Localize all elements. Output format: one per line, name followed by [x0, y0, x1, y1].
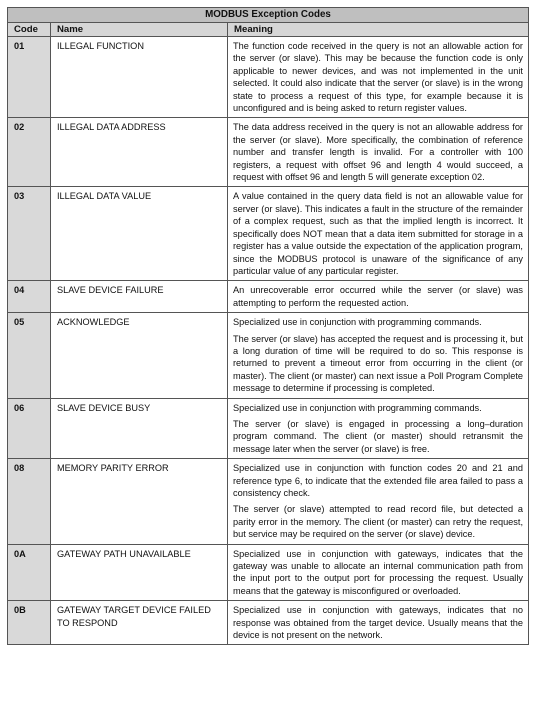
- exception-meaning: [228, 281, 529, 313]
- table-row: [8, 281, 529, 313]
- exception-name: ILLEGAL FUNCTION: [51, 37, 228, 118]
- exception-meaning: [228, 187, 529, 281]
- table-row: [8, 187, 529, 281]
- exception-code: 0A: [8, 544, 51, 601]
- exception-name: ILLEGAL DATA ADDRESS: [51, 118, 228, 187]
- meaning-paragraph: The function code received in the query is not an allowable action for the server (or slave). This may be because the function code is only applicable to newer devices, and was not implemented in the unit selected. It could also indicate that the server (or slave) is in the wrong state to process a request of this type, for example because it is unconfigured and is being asked to return register values.: [233, 41, 523, 114]
- exception-codes-table: [7, 7, 529, 645]
- table-title: MODBUS Exception Codes: [8, 8, 529, 23]
- exception-code: 06: [8, 398, 51, 459]
- exception-name: MEMORY PARITY ERROR: [51, 459, 228, 544]
- exception-meaning: [228, 313, 529, 398]
- table-body: [8, 37, 529, 645]
- meaning-paragraph: Specialized use in conjunction with gateways, indicates that no response was obtained from the target device. Usually means that the device is not present on the network.: [233, 605, 523, 641]
- exception-meaning: [228, 37, 529, 118]
- table-row: [8, 398, 529, 459]
- exception-name: SLAVE DEVICE FAILURE: [51, 281, 228, 313]
- exception-name: GATEWAY TARGET DEVICE FAILED TO RESPOND: [51, 601, 228, 645]
- title-row: [8, 8, 529, 23]
- code-header: Code: [8, 23, 51, 37]
- table-row: [8, 601, 529, 645]
- exception-meaning: [228, 601, 529, 645]
- table-row: [8, 544, 529, 601]
- table-row: [8, 313, 529, 398]
- meaning-paragraph: An unrecoverable error occurred while the server (or slave) was attempting to perform the requested action.: [233, 285, 523, 308]
- meaning-paragraph: The server (or slave) attempted to read record file, but detected a parity error in the memory. The client (or master) can retry the request, but service may be required on the server (or slave) device.: [233, 504, 523, 540]
- exception-meaning: [228, 118, 529, 187]
- meaning-paragraph: The server (or slave) is engaged in processing a long–duration program command. The client (or master) should retransmit the message later when the server (or slave) is free.: [233, 418, 523, 454]
- exception-name: ILLEGAL DATA VALUE: [51, 187, 228, 281]
- exception-name: SLAVE DEVICE BUSY: [51, 398, 228, 459]
- meaning-paragraph: Specialized use in conjunction with programming commands.: [233, 317, 482, 328]
- meaning-header: Meaning: [228, 23, 529, 37]
- exception-code: 03: [8, 187, 51, 281]
- exception-code: 0B: [8, 601, 51, 645]
- exception-code: 01: [8, 37, 51, 118]
- exception-code: 04: [8, 281, 51, 313]
- exception-name: GATEWAY PATH UNAVAILABLE: [51, 544, 228, 601]
- meaning-paragraph: Specialized use in conjunction with function codes 20 and 21 and reference type 6, to indicate that the extended file area failed to pass a consistency check.: [233, 463, 523, 498]
- header-row: [8, 23, 529, 37]
- meaning-paragraph: Specialized use in conjunction with gateways, indicates that the gateway was unable to allocate an internal communication path from the input port to the output port for processing the request. Usually means that the gateway is misconfigured or overloaded.: [233, 548, 523, 596]
- exception-code: 02: [8, 118, 51, 187]
- meaning-paragraph: The data address received in the query is not an allowable address for the server (or slave). More specifically, the combination of reference number and transfer length is invalid. For a controller with 100 registers, a request with offset 96 and length 4 would succeed, a request with offset 96 and length 5 will generate exception 02.: [233, 122, 523, 183]
- exception-code: 08: [8, 459, 51, 544]
- table-row: [8, 118, 529, 187]
- exception-name: ACKNOWLEDGE: [51, 313, 228, 398]
- exception-meaning: [228, 459, 529, 544]
- exception-meaning: [228, 544, 529, 601]
- exception-code: 05: [8, 313, 51, 398]
- meaning-paragraph: The server (or slave) has accepted the request and is processing it, but a long duration of time will be required to do so. This response is returned to prevent a timeout error from occurring in the client (or master). The client (or master) can next issue a Poll Program Complete message to determine if processing is completed.: [233, 333, 523, 394]
- exception-meaning: [228, 398, 529, 459]
- table-row: [8, 459, 529, 544]
- meaning-paragraph: A value contained in the query data field is not an allowable value for server (or slave). This indicates a fault in the structure of the remainder of a complex request, such as that the implied length is incorrect. It specifically does NOT mean that a data item submitted for storage in a register has a value outside the expectation of the application program, since the MODBUS protocol is unaware of the significance of any particular value of any particular register.: [233, 191, 523, 276]
- table-row: [8, 37, 529, 118]
- name-header: Name: [51, 23, 228, 37]
- meaning-paragraph: Specialized use in conjunction with programming commands.: [233, 402, 482, 413]
